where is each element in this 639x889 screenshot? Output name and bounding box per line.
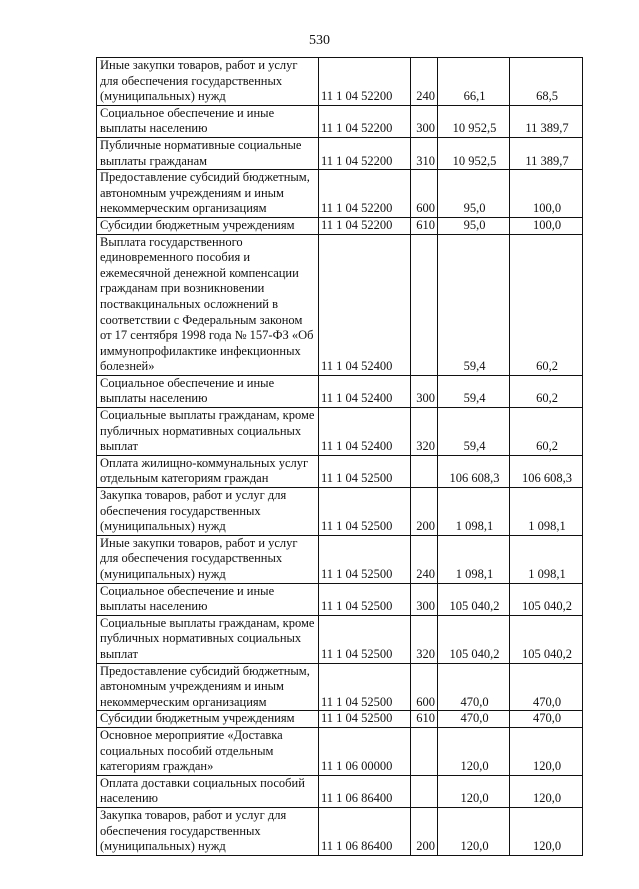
table-row [97, 663, 583, 711]
row-name-line: иммунопрофилактике инфекционных [100, 343, 301, 358]
row-expense-type: 610 [411, 217, 438, 234]
row-sum-year-2: 60,2 [510, 375, 583, 407]
row-code: 11 1 06 00000 [319, 727, 411, 775]
row-name-line: Социальные выплаты гражданам, кроме [100, 615, 315, 630]
row-name-line: автономным учреждениям и иным [100, 185, 284, 200]
row-name [97, 535, 319, 583]
row-expense-type: 320 [411, 408, 438, 456]
row-name [97, 583, 319, 615]
table-row [97, 727, 583, 775]
row-name [97, 615, 319, 663]
row-sum-year-2: 1 098,1 [510, 488, 583, 536]
row-name-line: ежемесячной денежной компенсации [100, 265, 299, 280]
row-expense-type: 600 [411, 170, 438, 218]
row-expense-type: 240 [411, 58, 438, 106]
row-name-line: соответствии с Федеральным законом [100, 312, 303, 327]
row-name [97, 455, 319, 487]
row-sum-year-2: 470,0 [510, 711, 583, 728]
row-sum-year-1: 10 952,5 [438, 137, 510, 169]
row-expense-type: 240 [411, 535, 438, 583]
row-name [97, 488, 319, 536]
row-name-line: болезней» [100, 359, 155, 374]
row-code: 11 1 04 52500 [319, 455, 411, 487]
row-name-line: для обеспечения государственных [100, 73, 283, 88]
row-name-line: выплаты населению [100, 599, 208, 614]
row-sum-year-1: 59,4 [438, 375, 510, 407]
table-row [97, 775, 583, 807]
row-sum-year-1: 59,4 [438, 408, 510, 456]
row-sum-year-1: 95,0 [438, 217, 510, 234]
row-code: 11 1 04 52200 [319, 58, 411, 106]
row-sum-year-2: 100,0 [510, 217, 583, 234]
row-name-line: Оплата доставки социальных пособий [100, 775, 305, 790]
row-sum-year-2: 120,0 [510, 775, 583, 807]
row-sum-year-2: 120,0 [510, 807, 583, 855]
row-name-line: населению [100, 791, 158, 806]
budget-table-body [97, 58, 583, 856]
row-name-line: для обеспечения государственных [100, 551, 283, 566]
row-code: 11 1 04 52200 [319, 217, 411, 234]
row-name-line: категориям граждан» [100, 759, 214, 774]
page-number: 530 [309, 33, 330, 48]
row-code: 11 1 04 52500 [319, 535, 411, 583]
row-sum-year-2: 106 608,3 [510, 455, 583, 487]
table-row [97, 105, 583, 137]
row-sum-year-2: 68,5 [510, 58, 583, 106]
row-name-line: Оплата жилищно-коммунальных услуг [100, 455, 309, 470]
row-code: 11 1 04 52400 [319, 375, 411, 407]
row-name-line: Субсидии бюджетным учреждениям [100, 711, 295, 726]
row-sum-year-1: 105 040,2 [438, 615, 510, 663]
row-name-line: выплат [100, 646, 138, 661]
row-sum-year-2: 1 098,1 [510, 535, 583, 583]
row-name [97, 375, 319, 407]
row-code: 11 1 04 52400 [319, 408, 411, 456]
row-name-line: (муниципальных) нужд [100, 839, 226, 854]
row-name [97, 711, 319, 728]
row-name-line: выплаты населению [100, 121, 208, 136]
table-row [97, 170, 583, 218]
row-name [97, 775, 319, 807]
row-expense-type: 610 [411, 711, 438, 728]
row-expense-type: 310 [411, 137, 438, 169]
row-expense-type: 300 [411, 105, 438, 137]
row-name-line: Предоставление субсидий бюджетным, [100, 663, 310, 678]
row-name-line: отдельным категориям граждан [100, 471, 269, 486]
row-expense-type: 200 [411, 807, 438, 855]
row-sum-year-1: 1 098,1 [438, 535, 510, 583]
row-sum-year-2: 100,0 [510, 170, 583, 218]
row-name-line: от 17 сентября 1998 года № 157-ФЗ «Об [100, 328, 314, 343]
row-name-line: Основное мероприятие «Доставка [100, 727, 283, 742]
row-name-line: Выплата государственного [100, 234, 243, 249]
row-sum-year-2: 11 389,7 [510, 105, 583, 137]
row-expense-type: 600 [411, 663, 438, 711]
row-expense-type [411, 727, 438, 775]
row-code: 11 1 04 52500 [319, 663, 411, 711]
table-row [97, 711, 583, 728]
row-name [97, 807, 319, 855]
row-name-line: выплат [100, 439, 138, 454]
row-name [97, 663, 319, 711]
table-row [97, 488, 583, 536]
row-sum-year-1: 59,4 [438, 234, 510, 375]
row-name-line: Социальное обеспечение и иные [100, 583, 275, 598]
row-name-line: Субсидии бюджетным учреждениям [100, 217, 295, 232]
row-expense-type [411, 455, 438, 487]
row-name-line: (муниципальных) нужд [100, 519, 226, 534]
row-name [97, 408, 319, 456]
table-row [97, 455, 583, 487]
row-name-line: Иные закупки товаров, работ и услуг [100, 58, 298, 72]
row-code: 11 1 06 86400 [319, 775, 411, 807]
row-name-line: Публичные нормативные социальные [100, 137, 302, 152]
row-sum-year-1: 95,0 [438, 170, 510, 218]
row-name-line: выплаты гражданам [100, 153, 208, 168]
table-row [97, 58, 583, 106]
row-sum-year-1: 470,0 [438, 711, 510, 728]
table-row [97, 137, 583, 169]
row-sum-year-2: 60,2 [510, 234, 583, 375]
row-sum-year-2: 120,0 [510, 727, 583, 775]
row-code: 11 1 04 52500 [319, 615, 411, 663]
row-name-line: автономным учреждениям и иным [100, 679, 284, 694]
table-row [97, 615, 583, 663]
row-expense-type: 300 [411, 375, 438, 407]
row-code: 11 1 04 52400 [319, 234, 411, 375]
row-name-line: обеспечения государственных [100, 503, 261, 518]
row-name-line: Закупка товаров, работ и услуг для [100, 807, 287, 822]
row-sum-year-1: 105 040,2 [438, 583, 510, 615]
row-name [97, 217, 319, 234]
row-code: 11 1 04 52200 [319, 170, 411, 218]
row-name-line: поствакцинальных осложнений в [100, 296, 279, 311]
row-code: 11 1 04 52200 [319, 105, 411, 137]
row-sum-year-2: 470,0 [510, 663, 583, 711]
row-name-line: обеспечения государственных [100, 823, 261, 838]
row-sum-year-1: 120,0 [438, 727, 510, 775]
row-name-line: (муниципальных) нужд [100, 567, 226, 581]
row-expense-type [411, 234, 438, 375]
row-name-line: Закупка товаров, работ и услуг для [100, 488, 287, 503]
row-expense-type: 200 [411, 488, 438, 536]
row-name [97, 727, 319, 775]
row-name-line: некоммерческим организациям [100, 201, 267, 216]
row-sum-year-2: 105 040,2 [510, 615, 583, 663]
row-sum-year-2: 105 040,2 [510, 583, 583, 615]
row-name-line: публичных нормативных социальных [100, 423, 302, 438]
row-name-line: гражданам при возникновении [100, 281, 265, 296]
row-sum-year-1: 470,0 [438, 663, 510, 711]
row-name [97, 58, 319, 106]
table-row [97, 807, 583, 855]
table-row [97, 217, 583, 234]
budget-table [96, 57, 583, 856]
row-name-line: (муниципальных) нужд [100, 89, 226, 104]
row-name-line: Социальное обеспечение и иные [100, 105, 275, 120]
row-code: 11 1 04 52500 [319, 711, 411, 728]
row-sum-year-1: 120,0 [438, 807, 510, 855]
row-name [97, 234, 319, 375]
row-code: 11 1 04 52500 [319, 488, 411, 536]
row-name [97, 105, 319, 137]
row-name-line: выплаты населению [100, 391, 208, 406]
row-sum-year-2: 60,2 [510, 408, 583, 456]
row-name [97, 170, 319, 218]
row-sum-year-1: 10 952,5 [438, 105, 510, 137]
row-name-line: единовременного пособия и [100, 250, 251, 265]
row-name-line: Социальные выплаты гражданам, кроме [100, 408, 315, 423]
row-sum-year-1: 120,0 [438, 775, 510, 807]
row-expense-type [411, 775, 438, 807]
row-expense-type: 320 [411, 615, 438, 663]
table-row [97, 375, 583, 407]
row-name-line: социальных пособий отдельным [100, 743, 274, 758]
row-sum-year-1: 106 608,3 [438, 455, 510, 487]
row-name-line: некоммерческим организациям [100, 694, 267, 709]
row-sum-year-2: 11 389,7 [510, 137, 583, 169]
row-expense-type: 300 [411, 583, 438, 615]
row-name [97, 137, 319, 169]
row-code: 11 1 04 52500 [319, 583, 411, 615]
row-code: 11 1 06 86400 [319, 807, 411, 855]
table-row [97, 583, 583, 615]
row-name-line: Социальное обеспечение и иные [100, 375, 275, 390]
row-name-line: Предоставление субсидий бюджетным, [100, 170, 310, 185]
table-row [97, 234, 583, 375]
row-sum-year-1: 66,1 [438, 58, 510, 106]
table-row [97, 535, 583, 583]
row-sum-year-1: 1 098,1 [438, 488, 510, 536]
row-name-line: публичных нормативных социальных [100, 631, 302, 646]
table-row [97, 408, 583, 456]
row-name-line: Иные закупки товаров, работ и услуг [100, 535, 298, 550]
row-code: 11 1 04 52200 [319, 137, 411, 169]
